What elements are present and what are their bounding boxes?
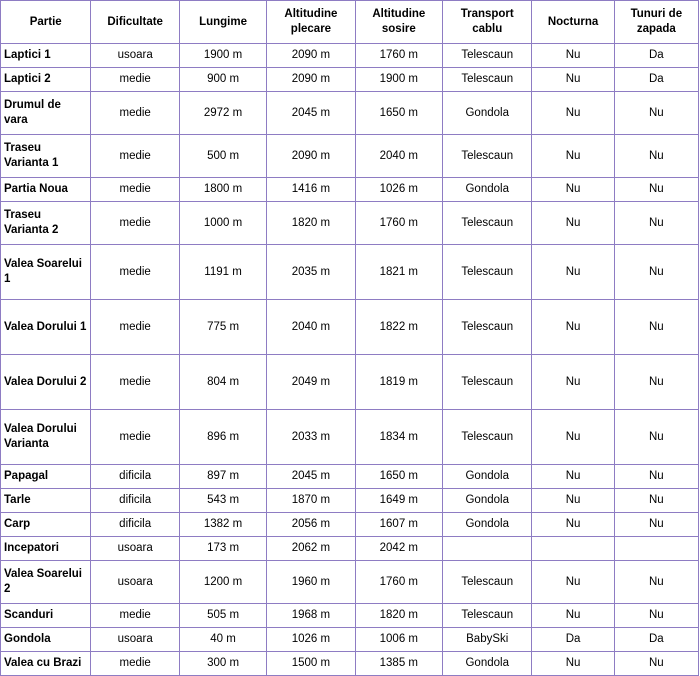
cell-altitudine-sosire: 1834 m (355, 410, 442, 465)
cell-lungime: 1200 m (179, 561, 266, 604)
column-header-lungime: Lungime (179, 1, 266, 44)
table-row (1, 355, 699, 410)
cell-altitudine-plecare: 2040 m (267, 300, 355, 355)
cell-lungime: 1191 m (179, 245, 266, 300)
cell-lungime: 1900 m (179, 44, 266, 68)
table-row (1, 300, 699, 355)
cell-transport-cablu: Gondola (443, 489, 532, 513)
cell-altitudine-sosire: 2042 m (355, 537, 442, 561)
cell-partie: Traseu Varianta 1 (1, 135, 91, 178)
table-row (1, 178, 699, 202)
cell-nocturna (532, 537, 614, 561)
cell-altitudine-plecare: 2045 m (267, 465, 355, 489)
cell-altitudine-sosire: 1026 m (355, 178, 442, 202)
cell-partie: Gondola (1, 628, 91, 652)
cell-dificultate: medie (91, 245, 179, 300)
cell-lungime: 900 m (179, 68, 266, 92)
cell-tunuri-de-zapada: Nu (614, 92, 698, 135)
cell-altitudine-sosire: 1820 m (355, 604, 442, 628)
cell-lungime: 300 m (179, 652, 266, 676)
cell-tunuri-de-zapada: Nu (614, 489, 698, 513)
cell-partie: Carp (1, 513, 91, 537)
table-row (1, 561, 699, 604)
cell-altitudine-plecare: 1968 m (267, 604, 355, 628)
cell-altitudine-sosire: 1821 m (355, 245, 442, 300)
table-row (1, 44, 699, 68)
cell-lungime: 1800 m (179, 178, 266, 202)
cell-altitudine-sosire: 2040 m (355, 135, 442, 178)
cell-dificultate: medie (91, 68, 179, 92)
cell-transport-cablu: Telescaun (443, 202, 532, 245)
cell-lungime: 896 m (179, 410, 266, 465)
cell-dificultate: dificila (91, 465, 179, 489)
cell-tunuri-de-zapada: Da (614, 44, 698, 68)
table-row (1, 628, 699, 652)
cell-nocturna: Nu (532, 178, 614, 202)
table-row (1, 652, 699, 676)
cell-partie: Incepatori (1, 537, 91, 561)
column-header-altitudine-sosire: Altitudine sosire (355, 1, 442, 44)
cell-dificultate: medie (91, 300, 179, 355)
cell-transport-cablu: Telescaun (443, 561, 532, 604)
column-header-altitudine-plecare: Altitudine plecare (267, 1, 355, 44)
table-row (1, 513, 699, 537)
cell-partie: Valea Dorului 1 (1, 300, 91, 355)
cell-altitudine-sosire: 1650 m (355, 465, 442, 489)
cell-nocturna: Nu (532, 513, 614, 537)
cell-nocturna: Nu (532, 300, 614, 355)
cell-altitudine-sosire: 1760 m (355, 44, 442, 68)
cell-altitudine-plecare: 2049 m (267, 355, 355, 410)
cell-altitudine-plecare: 2090 m (267, 44, 355, 68)
cell-partie: Laptici 1 (1, 44, 91, 68)
cell-transport-cablu: Telescaun (443, 355, 532, 410)
cell-altitudine-plecare: 1820 m (267, 202, 355, 245)
cell-dificultate: dificila (91, 513, 179, 537)
cell-tunuri-de-zapada: Nu (614, 465, 698, 489)
cell-transport-cablu: Telescaun (443, 135, 532, 178)
table-row (1, 410, 699, 465)
cell-lungime: 1000 m (179, 202, 266, 245)
cell-transport-cablu: Telescaun (443, 68, 532, 92)
cell-partie: Valea Dorului 2 (1, 355, 91, 410)
cell-tunuri-de-zapada: Nu (614, 300, 698, 355)
cell-altitudine-sosire: 1900 m (355, 68, 442, 92)
cell-nocturna: Nu (532, 561, 614, 604)
cell-lungime: 1382 m (179, 513, 266, 537)
cell-altitudine-plecare: 2090 m (267, 68, 355, 92)
cell-tunuri-de-zapada: Da (614, 628, 698, 652)
cell-altitudine-plecare: 1026 m (267, 628, 355, 652)
cell-nocturna: Nu (532, 465, 614, 489)
cell-altitudine-plecare: 2035 m (267, 245, 355, 300)
cell-tunuri-de-zapada: Nu (614, 135, 698, 178)
cell-dificultate: medie (91, 92, 179, 135)
cell-partie: Valea Dorului Varianta (1, 410, 91, 465)
cell-tunuri-de-zapada: Nu (614, 652, 698, 676)
cell-altitudine-plecare: 2056 m (267, 513, 355, 537)
cell-dificultate: usoara (91, 561, 179, 604)
cell-lungime: 543 m (179, 489, 266, 513)
cell-lungime: 505 m (179, 604, 266, 628)
cell-nocturna: Nu (532, 135, 614, 178)
cell-tunuri-de-zapada: Da (614, 68, 698, 92)
cell-altitudine-plecare: 2062 m (267, 537, 355, 561)
cell-tunuri-de-zapada: Nu (614, 178, 698, 202)
cell-altitudine-sosire: 1760 m (355, 561, 442, 604)
cell-dificultate: medie (91, 202, 179, 245)
cell-lungime: 173 m (179, 537, 266, 561)
cell-partie: Tarle (1, 489, 91, 513)
cell-partie: Valea Soarelui 2 (1, 561, 91, 604)
cell-transport-cablu: Telescaun (443, 44, 532, 68)
cell-transport-cablu: Gondola (443, 92, 532, 135)
cell-altitudine-plecare: 1416 m (267, 178, 355, 202)
cell-dificultate: usoara (91, 44, 179, 68)
cell-altitudine-plecare: 2033 m (267, 410, 355, 465)
cell-altitudine-plecare: 1870 m (267, 489, 355, 513)
cell-nocturna: Nu (532, 652, 614, 676)
table-row (1, 68, 699, 92)
cell-dificultate: usoara (91, 537, 179, 561)
cell-dificultate: medie (91, 178, 179, 202)
cell-partie: Valea cu Brazi (1, 652, 91, 676)
cell-partie: Drumul de vara (1, 92, 91, 135)
cell-tunuri-de-zapada: Nu (614, 513, 698, 537)
cell-altitudine-sosire: 1607 m (355, 513, 442, 537)
cell-lungime: 40 m (179, 628, 266, 652)
cell-altitudine-sosire: 1760 m (355, 202, 442, 245)
cell-transport-cablu: Telescaun (443, 604, 532, 628)
column-header-tunuri-de-zapada: Tunuri de zapada (614, 1, 698, 44)
cell-altitudine-sosire: 1650 m (355, 92, 442, 135)
table-row (1, 245, 699, 300)
cell-nocturna: Nu (532, 245, 614, 300)
cell-tunuri-de-zapada: Nu (614, 245, 698, 300)
cell-lungime: 2972 m (179, 92, 266, 135)
cell-transport-cablu: Gondola (443, 178, 532, 202)
cell-altitudine-sosire: 1822 m (355, 300, 442, 355)
table-row (1, 465, 699, 489)
cell-tunuri-de-zapada (614, 537, 698, 561)
table-header (1, 1, 699, 44)
cell-nocturna: Nu (532, 202, 614, 245)
cell-dificultate: medie (91, 135, 179, 178)
cell-transport-cablu: Telescaun (443, 410, 532, 465)
table-header-row (1, 1, 699, 44)
cell-partie: Scanduri (1, 604, 91, 628)
table-row (1, 604, 699, 628)
column-header-partie: Partie (1, 1, 91, 44)
cell-tunuri-de-zapada: Nu (614, 202, 698, 245)
cell-altitudine-sosire: 1006 m (355, 628, 442, 652)
cell-dificultate: medie (91, 410, 179, 465)
table-row (1, 537, 699, 561)
column-header-dificultate: Dificultate (91, 1, 179, 44)
column-header-transport-cablu: Transport cablu (443, 1, 532, 44)
cell-nocturna: Nu (532, 604, 614, 628)
cell-tunuri-de-zapada: Nu (614, 410, 698, 465)
cell-nocturna: Nu (532, 44, 614, 68)
cell-dificultate: dificila (91, 489, 179, 513)
cell-nocturna: Nu (532, 410, 614, 465)
table-row (1, 92, 699, 135)
cell-altitudine-sosire: 1385 m (355, 652, 442, 676)
cell-dificultate: usoara (91, 628, 179, 652)
cell-lungime: 775 m (179, 300, 266, 355)
cell-transport-cablu (443, 537, 532, 561)
cell-nocturna: Nu (532, 355, 614, 410)
cell-tunuri-de-zapada: Nu (614, 561, 698, 604)
cell-partie: Traseu Varianta 2 (1, 202, 91, 245)
cell-dificultate: medie (91, 652, 179, 676)
cell-tunuri-de-zapada: Nu (614, 604, 698, 628)
cell-altitudine-sosire: 1819 m (355, 355, 442, 410)
cell-transport-cablu: BabySki (443, 628, 532, 652)
cell-altitudine-plecare: 2090 m (267, 135, 355, 178)
cell-altitudine-plecare: 2045 m (267, 92, 355, 135)
cell-transport-cablu: Gondola (443, 652, 532, 676)
table-body (1, 44, 699, 676)
cell-nocturna: Da (532, 628, 614, 652)
cell-tunuri-de-zapada: Nu (614, 355, 698, 410)
cell-transport-cablu: Telescaun (443, 300, 532, 355)
cell-altitudine-plecare: 1960 m (267, 561, 355, 604)
cell-altitudine-plecare: 1500 m (267, 652, 355, 676)
cell-partie: Partia Noua (1, 178, 91, 202)
cell-transport-cablu: Gondola (443, 465, 532, 489)
cell-nocturna: Nu (532, 92, 614, 135)
table-row (1, 489, 699, 513)
cell-dificultate: medie (91, 604, 179, 628)
cell-partie: Valea Soarelui 1 (1, 245, 91, 300)
cell-lungime: 897 m (179, 465, 266, 489)
cell-nocturna: Nu (532, 489, 614, 513)
cell-partie: Laptici 2 (1, 68, 91, 92)
cell-transport-cablu: Gondola (443, 513, 532, 537)
cell-partie: Papagal (1, 465, 91, 489)
table-row (1, 135, 699, 178)
cell-dificultate: medie (91, 355, 179, 410)
cell-lungime: 500 m (179, 135, 266, 178)
cell-altitudine-sosire: 1649 m (355, 489, 442, 513)
column-header-nocturna: Nocturna (532, 1, 614, 44)
cell-transport-cablu: Telescaun (443, 245, 532, 300)
table-row (1, 202, 699, 245)
cell-nocturna: Nu (532, 68, 614, 92)
cell-lungime: 804 m (179, 355, 266, 410)
